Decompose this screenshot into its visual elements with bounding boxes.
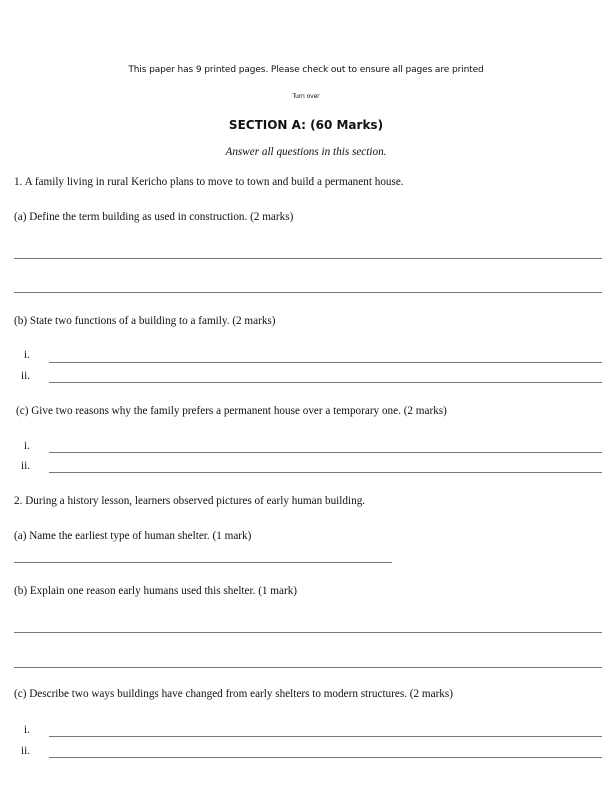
item-number-1c-ii: ii. (21, 460, 31, 472)
question-2b: (b) Explain one reason early humans used this shelter. (1 mark) (14, 585, 298, 597)
answer-line-2b-1[interactable] (14, 632, 602, 633)
answer-line-1a-1[interactable] (14, 258, 602, 259)
question-2c: (c) Describe two ways buildings have changed from early shelters to modern structures. (2 marks) (14, 688, 453, 700)
item-number-1b-i: i. (24, 349, 30, 361)
answer-line-1b-i[interactable] (49, 362, 602, 363)
answer-line-2b-2[interactable] (14, 667, 602, 668)
question-2a: (a) Name the earliest type of human shelter. (1 mark) (14, 530, 252, 542)
question-1a: (a) Define the term building as used in construction. (2 marks) (14, 211, 294, 223)
item-number-2c-i: i. (24, 724, 30, 736)
answer-line-1c-i[interactable] (49, 452, 602, 453)
page-count-notice: This paper has 9 printed pages. Please check out to ensure all pages are printed (128, 65, 484, 75)
item-number-1c-i: i. (24, 440, 30, 452)
question-1-stem: 1. A family living in rural Kericho plans to move to town and build a permanent house. (14, 176, 404, 188)
answer-line-2c-ii[interactable] (49, 757, 602, 758)
item-number-1b-ii: ii. (21, 370, 31, 382)
question-1b: (b) State two functions of a building to a family. (2 marks) (14, 315, 276, 327)
turn-over-note: Turn over (292, 93, 320, 100)
answer-line-1a-2[interactable] (14, 292, 602, 293)
item-number-2c-ii: ii. (21, 745, 31, 757)
answer-line-2c-i[interactable] (49, 736, 602, 737)
section-title: SECTION A: (60 Marks) (228, 118, 384, 132)
question-2-stem: 2. During a history lesson, learners observed pictures of early human building. (14, 495, 366, 507)
answer-line-2a[interactable] (14, 562, 392, 563)
answer-line-1b-ii[interactable] (49, 382, 602, 383)
question-1c: (c) Give two reasons why the family prefers a permanent house over a temporary one. (2 marks) (16, 405, 447, 417)
section-instruction: Answer all questions in this section. (225, 146, 387, 158)
answer-line-1c-ii[interactable] (49, 472, 602, 473)
